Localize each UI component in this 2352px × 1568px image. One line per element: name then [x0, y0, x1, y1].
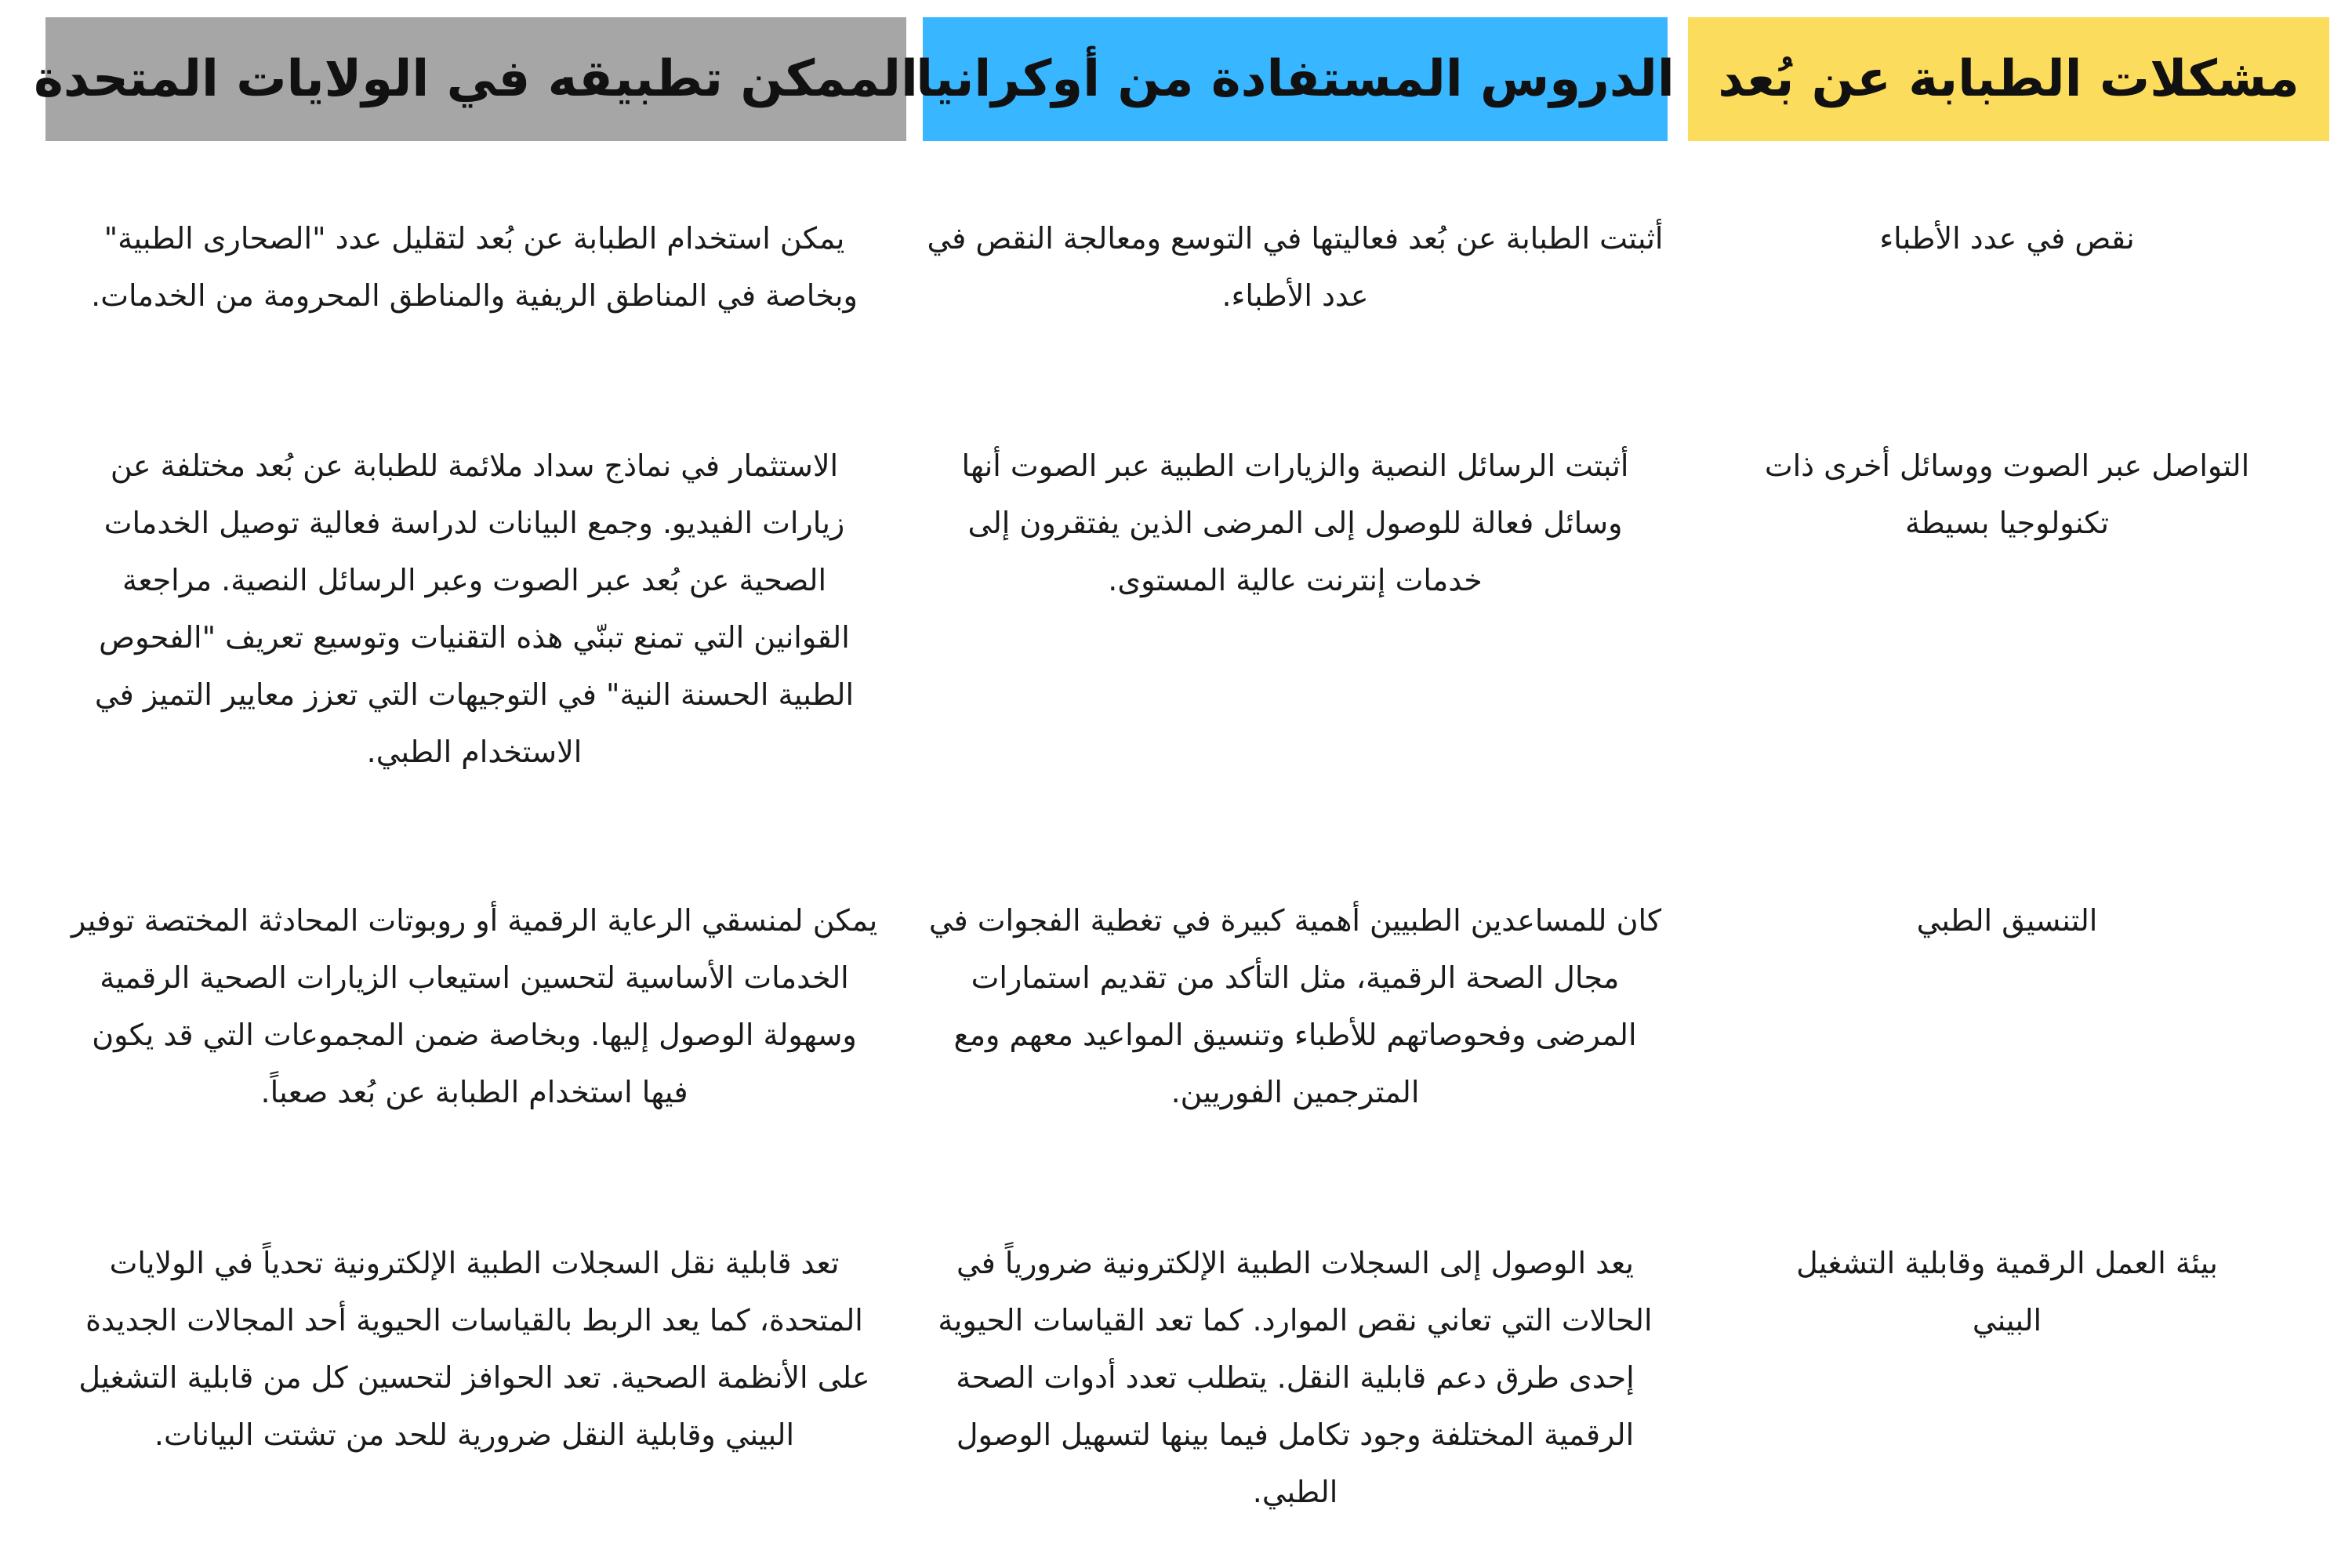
cell-problem-4: بيئة العمل الرقمية وقابلية التشغيل البيني: [1796, 1246, 2218, 1338]
table-header-row: [0, 17, 2352, 141]
header-problems: مشكلات الطبابة عن بُعد: [1688, 17, 2329, 141]
cell-application-4: تعد قابلية نقل السجلات الطبية الإلكترونية تحدياً في الولايات المتحدة، كما يعد الربط بالقياسات الحيوية أحد المجالات الجديدة على الأنظمة الصحية. تعد الحوافز لتحسين كل من قابلية التشغيل البيني وقابلية النقل ضرورية للحد من تشتت البيانات.: [78, 1246, 870, 1452]
header-lessons: الدروس المستفادة من أوكرانيا: [923, 17, 1668, 141]
cell-problem-1: نقص في عدد الأطباء: [1879, 221, 2135, 256]
cell-lesson-1: أثبتت الطبابة عن بُعد فعاليتها في التوسع ومعالجة النقص في عدد الأطباء.: [927, 221, 1664, 313]
cell-lesson-2: أثبتت الرسائل النصية والزيارات الطبية عبر الصوت أنها وسائل فعالة للوصول إلى المرضى الذين يفتقرون إلى خدمات إنترنت عالية المستوى.: [961, 448, 1629, 597]
cell-lesson-4: يعد الوصول إلى السجلات الطبية الإلكترونية ضرورياً في الحالات التي تعاني نقص الموارد. كما تعد القياسات الحيوية إحدى طرق دعم قابلية النقل. يتطلب تعدد أدوات الصحة الرقمية المختلفة وجود تكامل فيما بينها لتسهيل الوصول الطبي.: [938, 1246, 1653, 1509]
cell-application-2: الاستثمار في نماذج سداد ملائمة للطبابة عن بُعد مختلفة عن زيارات الفيديو. وجمع البيانات لدراسة فعالية توصيل الخدمات الصحية عن بُعد عبر الصوت وعبر الرسائل النصية. مراجعة القوانين التي تمنع تبنّي هذه التقنيات وتوسيع تعريف "الفحوص الطبية الحسنة النية" في التوجيهات التي تعزز معايير التميز في الاستخدام الطبي.: [94, 448, 855, 769]
header-us-application: الممكن تطبيقه في الولايات المتحدة: [45, 17, 906, 141]
cell-application-1: يمكن استخدام الطبابة عن بُعد لتقليل عدد "الصحارى الطبية" وبخاصة في المناطق الريفية والمناطق المحرومة من الخدمات.: [91, 221, 858, 313]
cell-lesson-3: كان للمساعدين الطبيين أهمية كبيرة في تغطية الفجوات في مجال الصحة الرقمية، مثل التأكد من تقديم استمارات المرضى وفحوصاتهم للأطباء وتنسيق المواعيد معهم ومع المترجمين الفوريين.: [928, 903, 1662, 1109]
cell-problem-3: التنسيق الطبي: [1916, 903, 2098, 938]
cell-application-3: يمكن لمنسقي الرعاية الرقمية أو روبوتات المحادثة المختصة توفير الخدمات الأساسية لتحسين استيعاب الزيارات الصحية الرقمية وسهولة الوصول إليها. وبخاصة ضمن المجموعات التي قد يكون فيها استخدام الطبابة عن بُعد صعباً.: [71, 903, 878, 1109]
cell-problem-2: التواصل عبر الصوت ووسائل أخرى ذات تكنولوجيا بسيطة: [1764, 448, 2250, 540]
